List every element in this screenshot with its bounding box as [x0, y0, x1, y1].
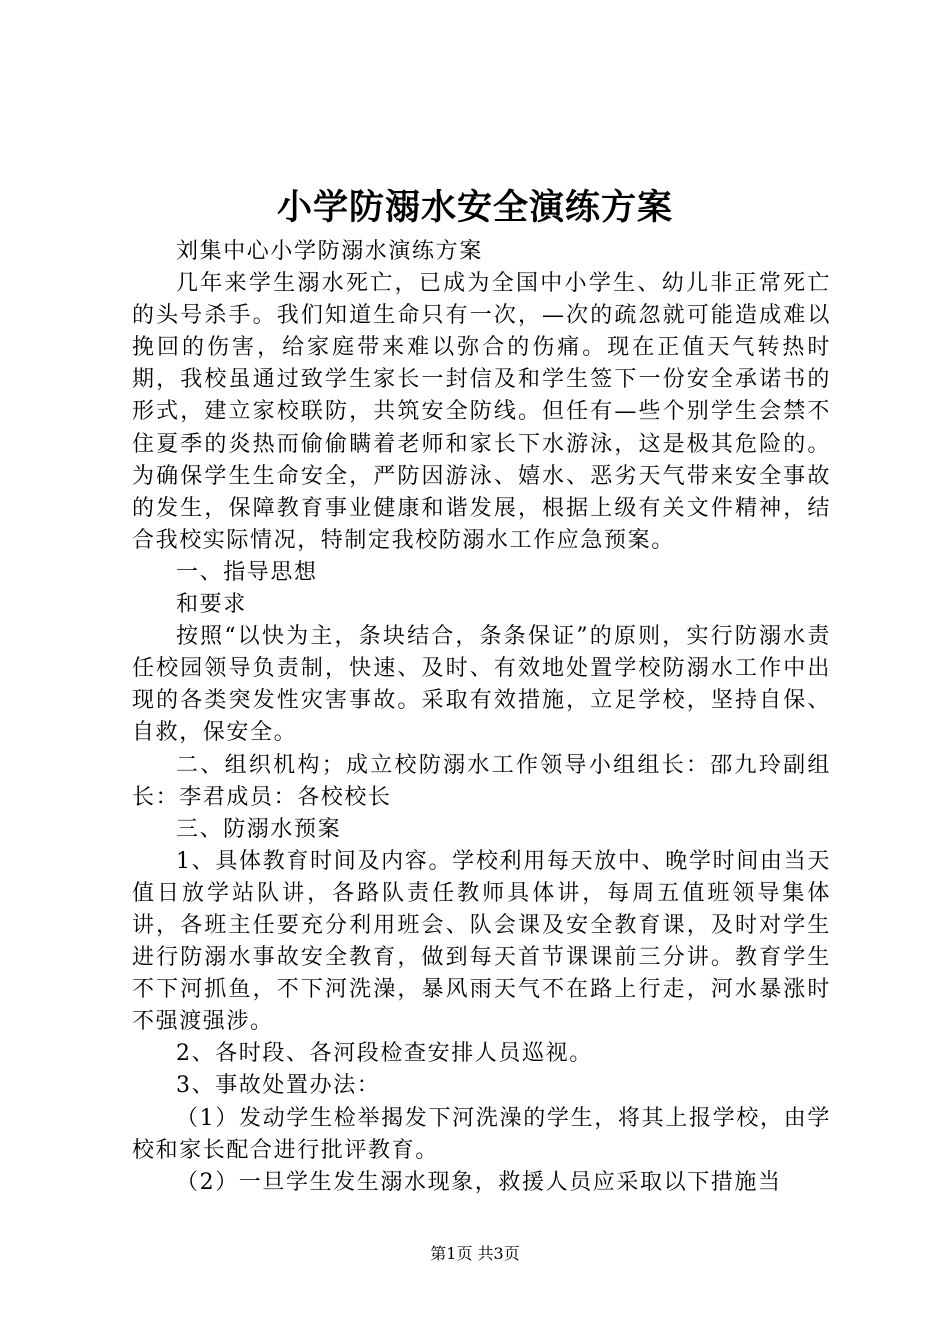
section-heading: 三、防溺水预案 — [176, 816, 342, 842]
section-heading: 一、指导思想 — [176, 559, 318, 585]
document-title: 小学防溺水安全演练方案 — [276, 187, 673, 228]
section-heading-continued: 和要求 — [176, 592, 247, 618]
page-footer: 第1页 共3页 — [430, 1244, 520, 1263]
plan-item-paragraph: 1、具体教育时间及内容。学校利用每天放中、晚学时间由当天值日放学站队讲，各路队责任教师具体讲，每周五值班领导集体讲，各班主任要充分利用班会、队会课及安全教育课，及时对学生进行防溺水事故安全教育，做到每天首节课课前三分讲。教育学生不下河抓鱼，不下河洗澡，暴风雨天气不在路上行走，河水暴涨时不强渡强涉。 — [132, 848, 831, 1035]
sub-item-paragraph: （2）一旦学生发生溺水现象，救援人员应采取以下措施当 — [176, 1169, 782, 1195]
document-body — [132, 236, 831, 1199]
plan-item-paragraph: 3、事故处置办法： — [176, 1073, 381, 1099]
guiding-paragraph: 按照“以快为主，条块结合，条条保证”的原则，实行防溺水责任校园领导负责制，快速、及时、有效地处置学校防溺水工作中出现的各类突发性灾害事故。采取有效措施，立足学校，坚持自保、自救，保安全。 — [132, 624, 831, 746]
intro-paragraph: 几年来学生溺水死亡，已成为全国中小学生、幼儿非正常死亡的头号杀手。我们知道生命只有一次，—次的疏忽就可能造成难以挽回的伤害，给家庭带来难以弥合的伤痛。现在正值天气转热时期，我校虽通过致学生家长一封信及和学生签下一份安全承诺书的形式，建立家校联防，共筑安全防线。但任有—些个别学生会禁不住夏季的炎热而偷偷瞒着老师和家长下水游泳，这是极其危险的。为确保学生生命安全，严防因游泳、嬉水、恶劣天气带来安全事故的发生，保障教育事业健康和谐发展，根据上级有关文件精神，结合我校实际情况，特制定我校防溺水工作应急预案。 — [132, 271, 831, 553]
sub-item-paragraph: （1）发动学生检举揭发下河洗澡的学生，将其上报学校，由学校和家长配合进行批评教育。 — [132, 1105, 831, 1163]
plan-item-paragraph: 2、各时段、各河段检查安排人员巡视。 — [176, 1041, 593, 1067]
organization-paragraph: 二、组织机构；成立校防溺水工作领导小组组长：邵九玲副组长：李君成员：各校校长 — [132, 752, 831, 810]
subtitle-paragraph: 刘集中心小学防溺水演练方案 — [176, 239, 483, 264]
